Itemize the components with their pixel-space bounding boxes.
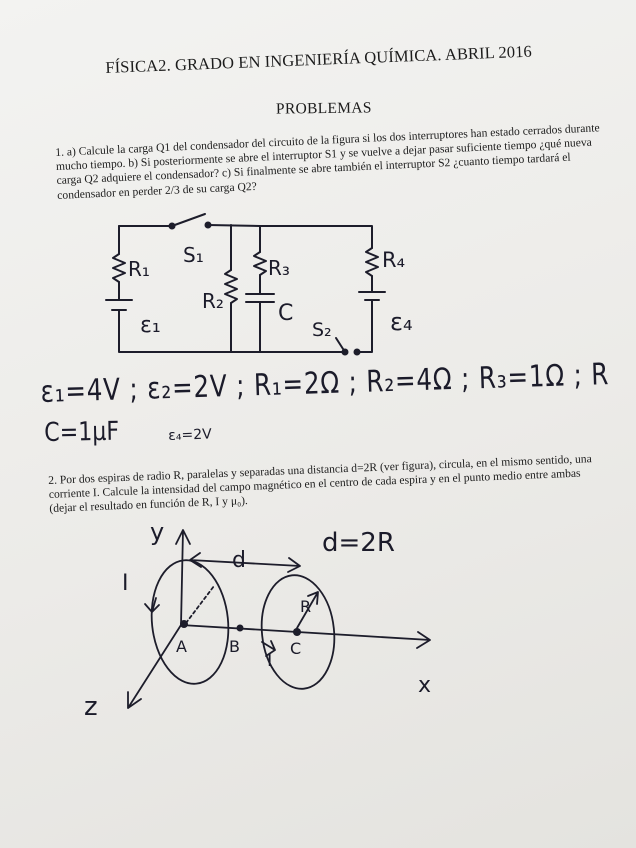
handwritten-values-line-2: C=1μF — [44, 416, 120, 448]
point-c — [293, 628, 301, 636]
handwritten-values-line-1: ε₁=4V ; ε₂=2V ; R₁=2Ω ; R₂=4Ω ; R₃=1Ω ; R — [40, 357, 610, 410]
label-point-c: C — [290, 639, 302, 658]
label-e1: ε₁ — [140, 313, 161, 338]
left-loop — [146, 556, 235, 687]
label-e4: ε₄ — [390, 308, 413, 336]
label-current-left: I — [122, 571, 129, 596]
point-b — [237, 625, 244, 632]
problem-1-statement: 1. a) Calcule la carga Q1 del condensador del circuito de la figura si los dos interruptores han estado cerrados durante mucho tiempo. b) Si posteriormente se abre el interruptor S1 y se vuelve a dejar pasar suficiente tiempo ¿qué nueva carga Q2 adquiere el condensador? c) Si finalmente se abre también el interruptor S2 ¿cuanto tiempo tardará el condensador en perder 2/3 de su carga Q2? — [55, 121, 600, 202]
dashed-radius — [186, 586, 214, 623]
label-y: y — [150, 518, 165, 546]
label-s1: S₁ — [183, 243, 204, 267]
label-z: z — [84, 692, 98, 722]
label-r2: R₂ — [202, 289, 224, 313]
point-a — [180, 620, 188, 628]
label-r1: R₁ — [128, 257, 150, 281]
label-point-b: B — [229, 637, 240, 656]
y-axis — [176, 530, 190, 625]
label-radius: R — [300, 597, 312, 616]
handwritten-e4-value: ε₄=2V — [168, 426, 212, 444]
label-r3: R₃ — [268, 256, 290, 280]
x-axis — [181, 625, 430, 648]
label-c: C — [278, 301, 294, 326]
label-point-a: A — [176, 637, 187, 656]
document-title: FÍSICA2. GRADO EN INGENIERÍA QUÍMICA. ABRIL 2016 — [105, 41, 533, 77]
label-d: d — [232, 548, 246, 573]
problem-2-statement: 2. Por dos espiras de radio R, paralelas y separadas una distancia d=2R (ver figura), circula, en el mismo sentido, una corriente I. Calcule la intensidad del campo magnético en el centro de cada espira y en el punto medio entre ambas (dejar el resultado en función de R, I y μ₀). — [48, 452, 592, 516]
label-d-equals-2r: d=2R — [322, 528, 395, 558]
label-r4: R₄ — [382, 248, 406, 272]
label-current-right: I — [267, 650, 273, 671]
label-x: x — [418, 673, 432, 698]
label-s2: S₂ — [312, 319, 332, 341]
document-subtitle: PROBLEMAS — [275, 99, 372, 118]
